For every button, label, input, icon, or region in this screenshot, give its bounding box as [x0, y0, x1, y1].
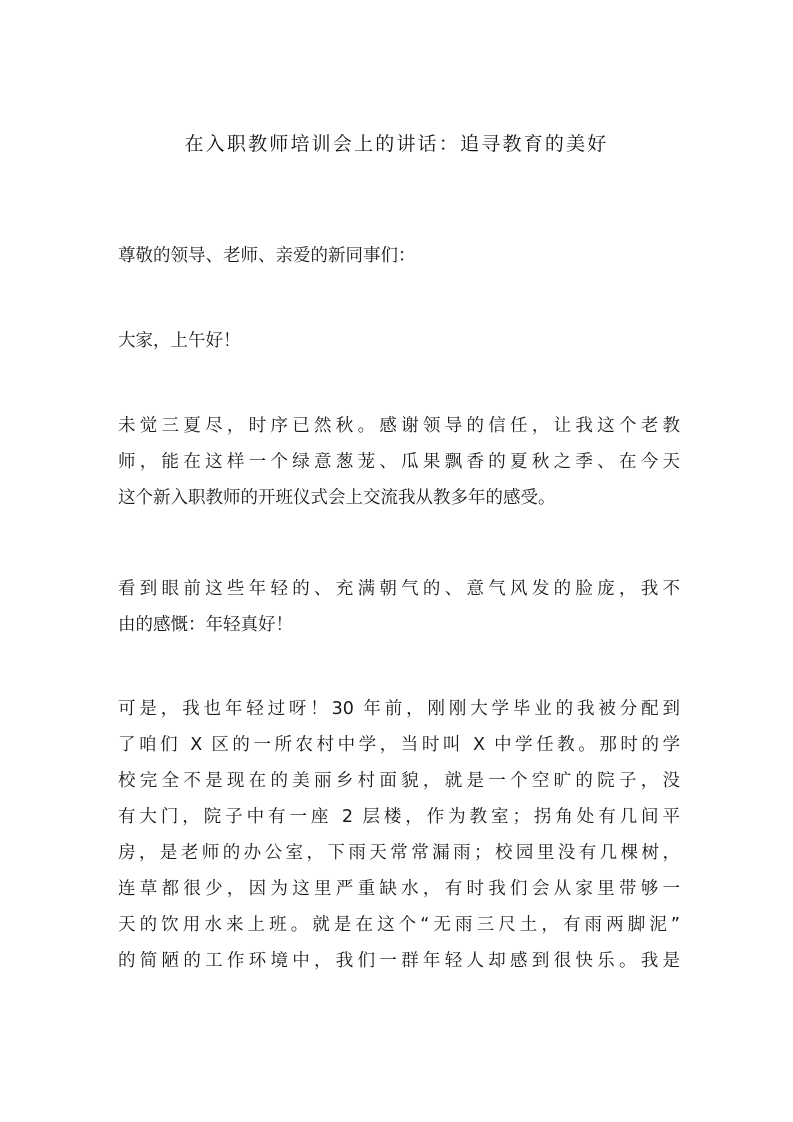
text-line: 由的感慨：年轻真好！ [118, 615, 293, 635]
text-line: 有大门，院子中有一座 2 层楼，作为教室；拐角处有几间平 [118, 807, 680, 827]
salutation [118, 238, 680, 274]
text-line: 尊敬的领导、老师、亲爱的新同事们： [118, 246, 416, 266]
text-line: 这个新入职教师的开班仪式会上交流我从教多年的感受。 [118, 488, 556, 508]
text-line: 可是，我也年轻过呀！30 年前，刚刚大学毕业的我被分配到 [118, 699, 680, 719]
text-line: 天的饮用水来上班。就是在这个“无雨三尺土，有雨两脚泥” [118, 915, 680, 935]
text-line: 了咱们 X 区的一所农村中学，当时叫 X 中学任教。那时的学 [118, 735, 680, 755]
text-line: 房，是老师的办公室，下雨天常常漏雨；校园里没有几棵树， [118, 843, 680, 863]
greeting [118, 323, 680, 359]
text-line: 的简陋的工作环境中，我们一群年轻人却感到很快乐。我是 [118, 951, 680, 971]
document-title: 在入职教师培训会上的讲话：追寻教育的美好 [184, 133, 609, 155]
text-line: 大家，上午好！ [118, 331, 241, 351]
text-line: 未觉三夏尽，时序已然秋。感谢领导的信任，让我这个老教 [118, 416, 680, 436]
paragraph-1 [118, 408, 680, 516]
text-line: 校完全不是现在的美丽乡村面貌，就是一个空旷的院子，没 [118, 771, 680, 791]
paragraph-2 [118, 571, 680, 643]
paragraph-3 [118, 691, 680, 979]
text-line: 连草都很少，因为这里严重缺水，有时我们会从家里带够一 [118, 879, 680, 899]
text-line: 看到眼前这些年轻的、充满朝气的、意气风发的脸庞，我不 [118, 579, 680, 599]
text-line: 师，能在这样一个绿意葱茏、瓜果飘香的夏秋之季、在今天 [118, 452, 680, 472]
